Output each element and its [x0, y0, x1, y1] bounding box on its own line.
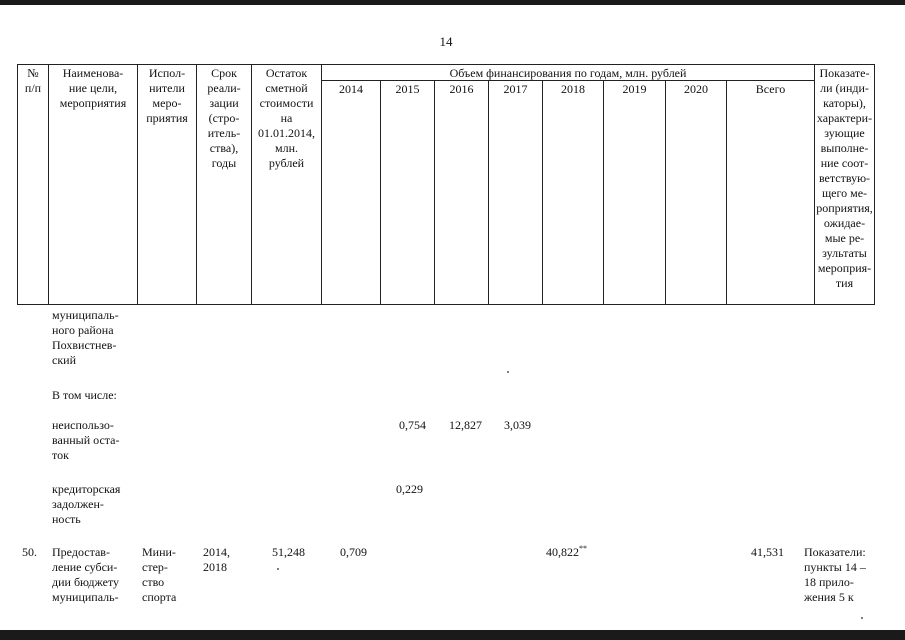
- item50-term: 2014, 2018: [203, 545, 230, 574]
- col-border-7: [434, 80, 435, 305]
- header-funding-group: Объем финансирования по годам, млн. рублей: [449, 66, 687, 80]
- header-total: Всего: [755, 82, 786, 96]
- header-year-2017: 2017: [503, 82, 528, 96]
- continuation-text: муниципаль- ного района Похвистнев- ский: [52, 308, 119, 367]
- page-bottom-border: [0, 630, 905, 640]
- col-border-10: [603, 80, 604, 305]
- col-border-6: [380, 80, 381, 305]
- col-border-5: [321, 64, 322, 305]
- item50-executor: Мини- стер- ство спорта: [142, 545, 177, 604]
- scan-speck: [861, 617, 863, 619]
- col-border-0: [17, 64, 18, 305]
- payables-2015: 0,229: [396, 482, 423, 496]
- col-border-11: [665, 80, 666, 305]
- including-label: В том числе:: [52, 388, 117, 402]
- header-year-2019: 2019: [622, 82, 647, 96]
- header-year-2016: 2016: [449, 82, 474, 96]
- header-number: № п/п: [24, 66, 42, 95]
- header-year-2018: 2018: [561, 82, 585, 96]
- header-year-2014: 2014: [339, 82, 363, 96]
- header-bottom-line: [17, 304, 874, 305]
- col-border-9: [542, 80, 543, 305]
- item50-name: Предостав- ление субси- дии бюджету муниципаль-: [52, 545, 120, 604]
- unused-balance-label: неиспользо- ванный оста- ток: [52, 418, 120, 462]
- payables-label: кредиторская задолжен- ность: [52, 482, 121, 526]
- page-top-border: [0, 0, 905, 5]
- item50-indicators: Показатели: пункты 14 – 18 прило- жения 5 к: [804, 545, 866, 604]
- item50-2014: 0,709: [340, 545, 367, 559]
- scan-speck: [277, 568, 279, 570]
- scan-speck: [507, 371, 509, 373]
- item50-remainder: 51,248: [272, 545, 305, 559]
- col-border-12: [726, 80, 727, 305]
- header-executor: Испол- нители меро- приятия: [146, 66, 188, 125]
- header-year-2015: 2015: [395, 82, 420, 96]
- item50-2018: [543, 545, 587, 560]
- header-remainder: Остаток сметной стоимости на 01.01.2014, млн. рублей: [258, 66, 315, 170]
- table-top-line: [17, 64, 874, 65]
- col-border-14: [874, 64, 875, 305]
- header-year-2020: 2020: [684, 82, 708, 96]
- header-name: Наименова- ние цели, мероприятия: [59, 66, 127, 110]
- col-border-8: [488, 80, 489, 305]
- unused-balance-2015: 0,754: [399, 418, 426, 432]
- item50-number: 50.: [22, 545, 37, 559]
- unused-balance-2017: 3,039: [504, 418, 531, 432]
- page-number: 14: [439, 34, 453, 49]
- header-indicators: Показате- ли (инди- каторы), характери- зующие выполне- ние соот- ветствую- щего ме- роприятия, ожидае- мые ре- зультаты мероприя- тия: [816, 66, 873, 290]
- unused-balance-2016: 12,827: [449, 418, 482, 432]
- header-term: Срок реали- зации (стро- итель- ства), годы: [207, 66, 241, 170]
- item50-2018-footnote-mark: **: [579, 544, 587, 553]
- item50-2018-value: 40,822: [546, 545, 579, 559]
- item50-total: 41,531: [751, 545, 784, 559]
